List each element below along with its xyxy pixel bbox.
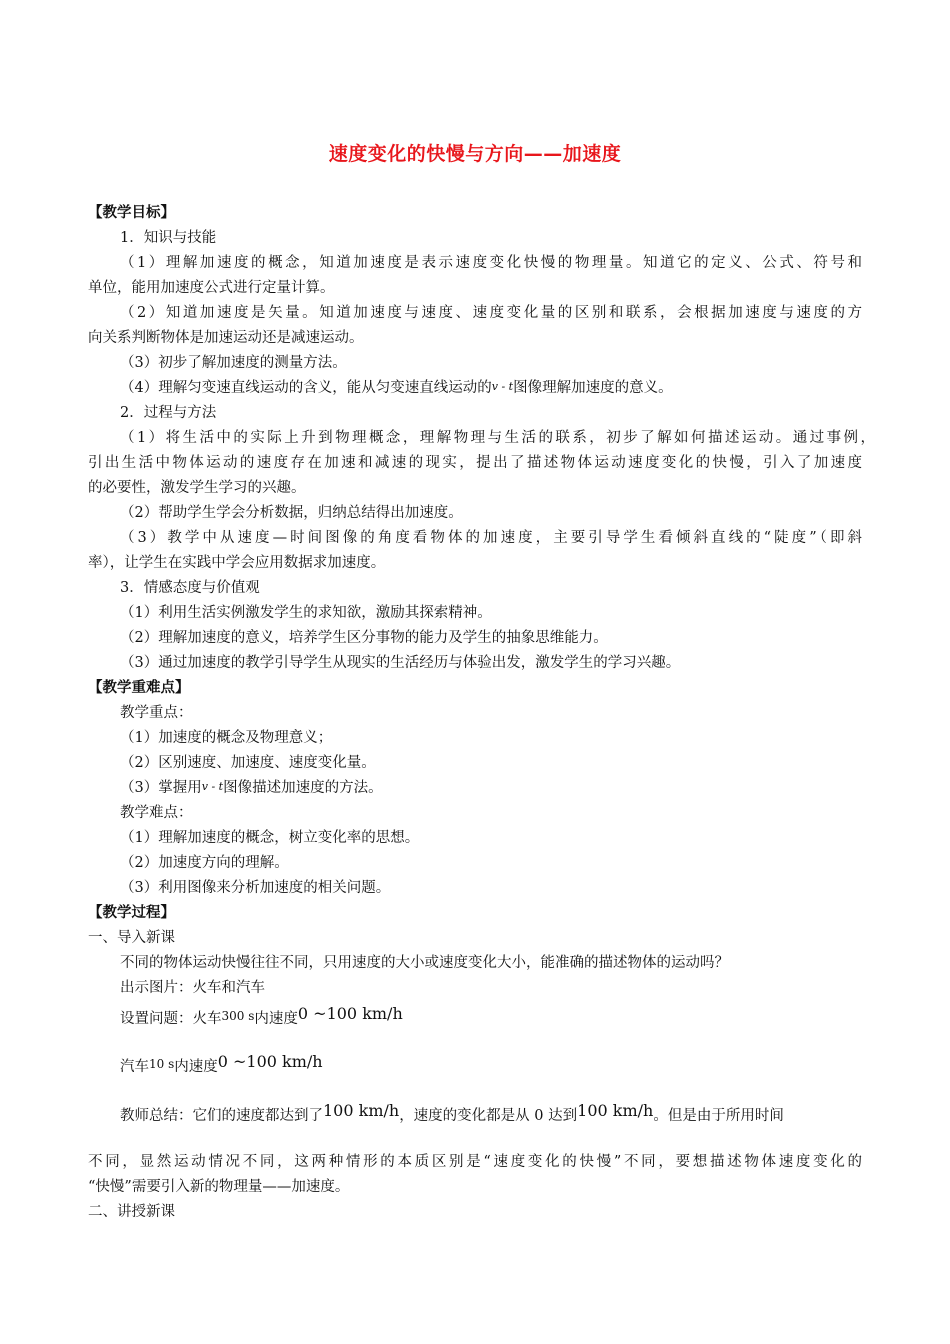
- vt-symbol: v - t: [491, 380, 514, 393]
- text-span: 汽车: [120, 1059, 149, 1075]
- paragraph-line: （2）知道加速度是矢量。知道加速度与速度、速度变化量的区别和联系，会根据加速度与速度的方: [120, 305, 862, 321]
- section-heading-keypoints: 【教学重难点】: [88, 680, 190, 696]
- speed-value: 0 ~100 km/h: [297, 1004, 403, 1023]
- paragraph-line: （3）教学中从速度—时间图像的角度看物体的加速度，主要引导学生看倾斜直线的“陡度”（即斜: [120, 530, 862, 546]
- paragraph-line: “快慢”需要引入新的物理量——加速度。: [88, 1179, 350, 1195]
- subsection-title: 1．知识与技能: [120, 230, 217, 246]
- paragraph-line: （3）初步了解加速度的测量方法。: [120, 355, 347, 371]
- text-span: 图像理解加速度的意义。: [513, 380, 673, 396]
- text-span: （3）掌握用: [120, 780, 202, 796]
- text-span: 内速度: [254, 1011, 298, 1027]
- train-question: [120, 1004, 403, 1029]
- paragraph-line: 的必要性，激发学生学习的兴趣。: [88, 480, 306, 496]
- text-span: 图像描述加速度的方法。: [223, 780, 383, 796]
- focus-label: 教学重点：: [120, 705, 193, 721]
- paragraph-line: （3）通过加速度的教学引导学生从现实的生活经历与体验出发，激发学生的学习兴趣。: [120, 655, 681, 671]
- speed-value: 100 km/h: [323, 1101, 400, 1120]
- part-heading: 一、导入新课: [88, 930, 175, 946]
- paragraph-line: 率），让学生在实践中学会应用数据求加速度。: [88, 555, 386, 571]
- document-title: 速度变化的快慢与方向——加速度: [328, 143, 622, 165]
- paragraph-line: 向关系判断物体是加速运动还是减速运动。: [88, 330, 364, 346]
- paragraph-line: （2）理解加速度的意义，培养学生区分事物的能力及学生的抽象思维能力。: [120, 630, 608, 646]
- paragraph-line: （1）将生活中的实际上升到物理概念，理解物理与生活的联系，初步了解如何描述运动。通过事例，: [120, 430, 875, 446]
- speed-value: 100 km/h: [577, 1101, 654, 1120]
- list-item: （1）理解加速度的概念，树立变化率的思想。: [120, 830, 420, 846]
- paragraph-line: 单位，能用加速度公式进行定量计算。: [88, 280, 335, 296]
- vt-symbol: v - t: [201, 780, 224, 793]
- section-heading-goals: 【教学目标】: [88, 205, 175, 221]
- text-span: （4）理解匀变速直线运动的含义，能从匀变速直线运动的: [120, 380, 492, 396]
- text-span: ，速度的变化都是从 0 达到: [399, 1108, 578, 1124]
- text-span: 内速度: [174, 1059, 218, 1075]
- paragraph-line: （1）理解加速度的概念，知道加速度是表示速度变化快慢的物理量。知道它的定义、公式、符号和: [120, 255, 862, 271]
- paragraph-line: 不同，显然运动情况不同，这两种情形的本质区别是“速度变化的快慢”不同，要想描述物体速度变化的: [88, 1154, 862, 1170]
- paragraph-line: （2）帮助学生学会分析数据，归纳总结得出加速度。: [120, 505, 463, 521]
- time-value: 300 s: [221, 1009, 255, 1023]
- list-item: （2）加速度方向的理解。: [120, 855, 289, 871]
- paragraph-line: [120, 378, 673, 399]
- text-span: 。但是由于所用时间: [653, 1108, 784, 1124]
- paragraph-line: 不同的物体运动快慢往往不同，只用速度的大小或速度变化大小，能准确的描述物体的运动吗？: [120, 955, 729, 971]
- text-span: 设置问题：火车: [120, 1011, 222, 1027]
- section-heading-process: 【教学过程】: [88, 905, 175, 921]
- list-item: （2）区别速度、加速度、速度变化量。: [120, 755, 376, 771]
- list-item: （1）加速度的概念及物理意义；: [120, 730, 333, 746]
- text-span: 教师总结：它们的速度都达到了: [120, 1108, 323, 1124]
- difficulty-label: 教学难点：: [120, 805, 193, 821]
- list-item: [120, 778, 383, 799]
- car-question: [120, 1052, 323, 1077]
- teacher-summary: [120, 1101, 784, 1126]
- speed-value: 0 ~100 km/h: [217, 1052, 323, 1071]
- paragraph-line: 引出生活中物体运动的速度存在加速和减速的现实，提出了描述物体运动速度变化的快慢，引入了加速度: [88, 455, 862, 471]
- part-heading: 二、讲授新课: [88, 1204, 175, 1220]
- paragraph-line: （1）利用生活实例激发学生的求知欲，激励其探索精神。: [120, 605, 492, 621]
- paragraph-line: 出示图片：火车和汽车: [120, 980, 265, 996]
- subsection-title: 2．过程与方法: [120, 405, 217, 421]
- list-item: （3）利用图像来分析加速度的相关问题。: [120, 880, 391, 896]
- subsection-title: 3．情感态度与价值观: [120, 580, 260, 596]
- time-value: 10 s: [149, 1057, 175, 1071]
